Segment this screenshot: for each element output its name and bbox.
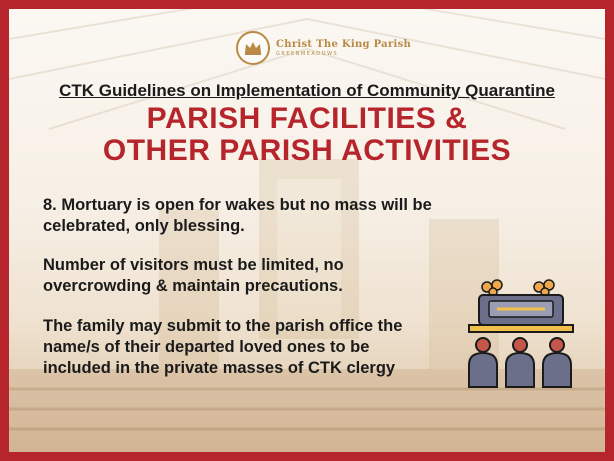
guidelines-subtitle: CTK Guidelines on Implementation of Community Quarantine [59, 81, 555, 100]
content-panel [9, 9, 605, 452]
funeral-casket-mourners-icon [461, 279, 579, 389]
title-line-2: OTHER PARISH ACTIVITIES [102, 134, 512, 167]
page-title [9, 103, 605, 167]
title-line-1: PARISH FACILITIES & [146, 102, 468, 135]
guideline-mortuary: 8. Mortuary is open for wakes but no mass will be celebrated, only blessing. [43, 196, 432, 235]
crown-icon [236, 31, 270, 65]
parish-location: GREENMEADOWS [276, 51, 339, 57]
parish-logo [236, 31, 411, 65]
guideline-family-names: The family may submit to the parish office the name/s of their departed loved ones to be included in the private masses of CTK clergy [43, 317, 403, 377]
parish-name: Christ The King Parish [276, 39, 412, 50]
guideline-visitors: Number of visitors must be limited, no overcrowding & maintain precautions. [43, 256, 344, 295]
